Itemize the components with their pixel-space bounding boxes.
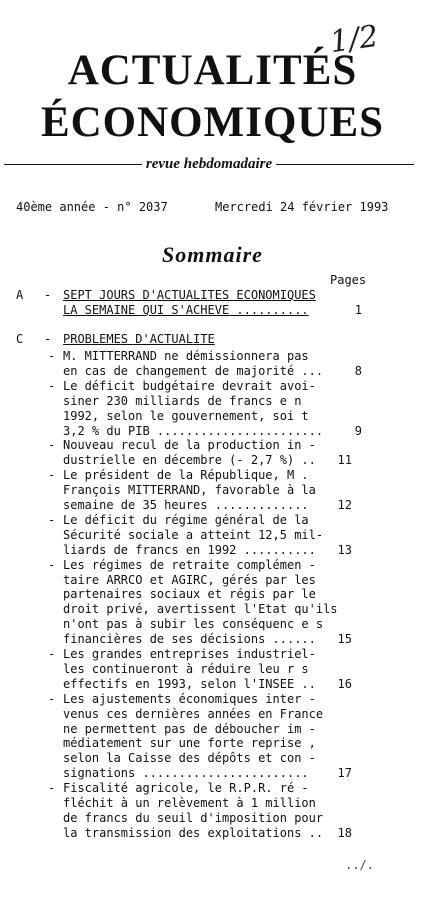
- toc-item-line: en cas de changement de majorité ...: [63, 363, 324, 378]
- section-letter-c: C: [16, 332, 24, 346]
- toc-item-line: 1992, selon le gouvernement, soi t: [63, 408, 309, 423]
- section-c-line-1: PROBLEMES D'ACTUALITE: [63, 332, 215, 346]
- toc-item-line: Le déficit budgétaire devrait avoi-: [63, 378, 316, 393]
- toc-item-line: Les régimes de retraite complémen -: [63, 557, 316, 572]
- toc-item-page: 17: [337, 766, 352, 781]
- toc-item-line: selon la Caisse des dépôts et con -: [63, 751, 316, 766]
- section-a-line-1: SEPT JOURS D'ACTUALITES ECONOMIQUES: [63, 288, 316, 302]
- toc-item-line: semaine de 35 heures .............: [63, 498, 309, 512]
- toc-item-line: Nouveau recul de la production in -: [63, 438, 316, 453]
- section-dash: -: [44, 288, 52, 302]
- masthead-line-2: ÉCONOMIQUES: [40, 99, 385, 146]
- pages-header: Pages: [330, 273, 367, 287]
- handwritten-page-note: 1/2: [327, 18, 381, 61]
- toc-item-line: Le déficit du régime général de la: [63, 512, 309, 527]
- item-dash: -: [48, 378, 56, 393]
- toc-item-line: signations .......................: [63, 766, 309, 781]
- rule-left: [4, 164, 142, 165]
- toc-item-line: Sécurité sociale a atteint 12,5 mil-: [63, 527, 324, 542]
- toc-item-line: dustrielle en décembre (- 2,7 %) ..: [63, 453, 316, 468]
- subtitle: revue hebdomadaire: [145, 156, 273, 172]
- toc-item-page: 11: [337, 453, 352, 468]
- issue-number: 40ème année - n° 2037: [16, 200, 168, 214]
- toc-item-line: venus ces dernières années en France: [63, 706, 324, 721]
- section-a-page: 1: [354, 303, 362, 317]
- toc-item-line: M. MITTERRAND ne démissionnera pas: [63, 349, 309, 363]
- toc-item-line: n'ont pas à subir les conséquenc e s: [63, 617, 324, 632]
- toc-item-line: liards de francs en 1992 ..........: [63, 542, 316, 557]
- toc-item-line: effectifs en 1993, selon l'INSEE ..: [63, 676, 316, 691]
- toc-item-line: financières de ses décisions ......: [63, 632, 316, 647]
- section-dash: -: [44, 332, 52, 346]
- item-dash: -: [48, 647, 56, 661]
- toc-item-line: les continueront à réduire leu r s: [63, 661, 309, 676]
- toc-item-page: 13: [337, 542, 352, 557]
- toc-item-line: Fiscalité agricole, le R.P.R. ré -: [63, 781, 309, 796]
- toc-item-line: fléchit à un relèvement à 1 million: [63, 796, 316, 810]
- section-a-line-2: LA SEMAINE QUI S'ACHEVE ..........: [63, 303, 309, 317]
- toc-item-line: de francs du seuil d'imposition pour: [63, 810, 324, 825]
- toc-item-line: taire ARRCO et AGIRC, gérés par les: [63, 572, 316, 587]
- toc-item-page: 8: [354, 363, 362, 378]
- toc-item-line: 3,2 % du PIB .......................: [63, 423, 324, 438]
- item-dash: -: [48, 349, 56, 363]
- toc-item-line: François MITTERRAND, favorable à la: [63, 483, 316, 498]
- toc-item-page: 18: [337, 825, 352, 840]
- rule-right: [276, 164, 414, 165]
- toc-item-line: ne permettent pas de déboucher im -: [63, 721, 316, 736]
- item-dash: -: [48, 438, 56, 453]
- toc-item-line: siner 230 milliards de francs e n: [63, 393, 302, 408]
- toc-item-line: droit privé, avertissent l'Etat qu'ils: [63, 602, 338, 617]
- item-dash: -: [48, 557, 56, 572]
- toc-item-page: 16: [337, 676, 352, 691]
- section-letter-a: A: [16, 288, 24, 302]
- item-dash: -: [48, 468, 56, 483]
- subtitle-rule: [4, 156, 414, 173]
- item-dash: -: [48, 781, 56, 796]
- masthead-line-1: ACTUALITÉS: [67, 47, 358, 94]
- issue-date: Mercredi 24 février 1993: [215, 200, 389, 214]
- toc-item-page: 15: [337, 632, 352, 647]
- toc-item-line: la transmission des exploitations ..: [63, 825, 324, 840]
- item-dash: -: [48, 512, 56, 527]
- sommaire-title: Sommaire: [162, 242, 263, 267]
- toc-item-line: médiatement sur une forte reprise ,: [63, 736, 316, 751]
- toc-item-line: partenaires sociaux et régis par le: [63, 587, 316, 602]
- toc-item-line: Les grandes entreprises industriel-: [63, 647, 316, 661]
- item-dash: -: [48, 691, 56, 706]
- toc-item-page: 9: [354, 423, 362, 438]
- toc-item-line: Les ajustements économiques inter -: [63, 691, 316, 706]
- continuation-mark: ../.: [345, 858, 374, 872]
- toc-item-line: Le président de la République, M .: [63, 468, 309, 483]
- toc-item-page: 12: [337, 498, 352, 512]
